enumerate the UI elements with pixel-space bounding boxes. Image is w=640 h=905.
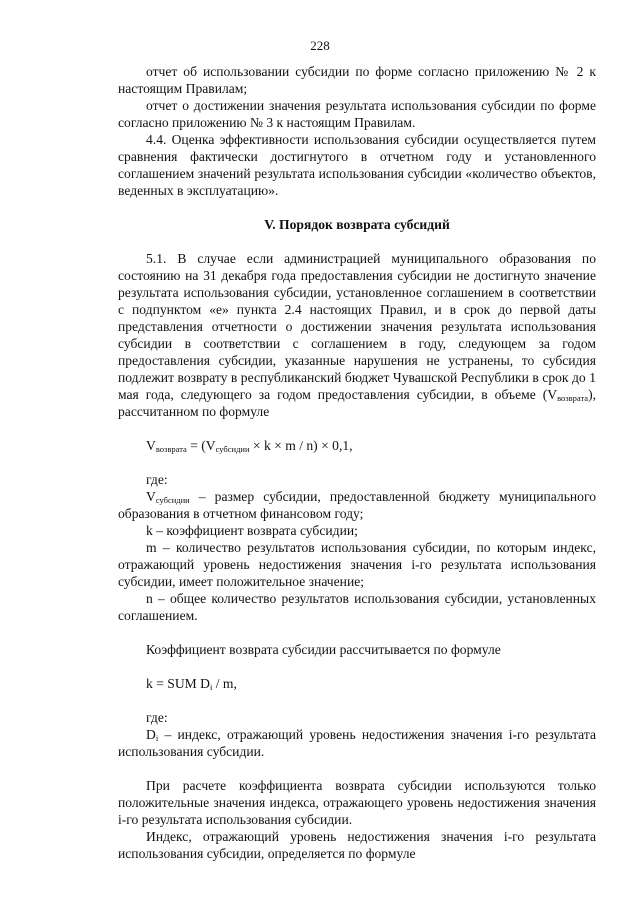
definition-v: V [146, 489, 156, 504]
definition-v-sub: субсидии [155, 495, 190, 505]
formula-v-vozvrata [146, 437, 596, 454]
formula-k-post: / m, [212, 676, 237, 691]
definition-d: D [146, 727, 156, 742]
where-label-2: где: [146, 710, 168, 725]
definition-d-i [118, 726, 596, 760]
paragraph-index-formula: Индекс, отражающий уровень недостижения значения i-го результата использования субсидии, определяется по формуле [118, 829, 596, 861]
formula-eq: = (V [186, 438, 216, 453]
formula-v-sub: возврата [155, 444, 187, 454]
formula-rest: × k × m / n) × 0,1, [249, 438, 353, 453]
formula-v: V [146, 438, 156, 453]
definition-v-subsidii [118, 488, 596, 522]
definition-d-text: – индекс, отражающий уровень недостижения значения i-го результата использования субсидии. [118, 727, 596, 759]
page-number: 228 [310, 38, 330, 53]
paragraph-coefficient: Коэффициент возврата субсидии рассчитывается по формуле [146, 642, 501, 657]
subscript-vozvrata: возврата [557, 393, 589, 403]
definition-n: n – общее количество результатов использования субсидии, установленных соглашением. [118, 591, 596, 623]
where-label-1: где: [146, 472, 168, 487]
formula-k-pre: k = SUM D [146, 676, 210, 691]
paragraph-5-1-tail: ), рассчитанном по формуле [118, 387, 596, 419]
definition-k: k – коэффициент возврата субсидии; [146, 523, 358, 538]
document-body [118, 0, 596, 862]
definition-m: m – количество результатов использования субсидии, по которым индекс, отражающий уровень недостижения значения i-го результата использования субсидии, имеет положительное значение; [118, 540, 596, 589]
section-heading: V. Порядок возврата субсидий [264, 217, 450, 232]
formula-k-sub: i [209, 682, 213, 692]
paragraph-report-usage: отчет об использовании субсидии по форме согласно приложению № 2 к настоящим Правилам; [118, 64, 596, 96]
definition-v-text: – размер субсидии, предоставленной бюджету муниципального образования в отчетном финансовом году; [118, 489, 596, 521]
definition-d-sub: i [155, 733, 159, 743]
paragraph-4-4: 4.4. Оценка эффективности использования субсидии осуществляется путем сравнения фактически достигнутого в отчетном году и установленного соглашением значений результата использования субсидии «количество объектов, веденных в эксплуатацию». [118, 132, 596, 198]
formula-s-sub: субсидии [215, 444, 250, 454]
formula-k [146, 675, 596, 692]
paragraph-5-1 [118, 250, 596, 420]
paragraph-5-1-text: 5.1. В случае если администрацией муниципального образования по состоянию на 31 декабря года предоставления субсидии не достигнуто значение результата использования субсидии, установленное соглашением в соответствии с подпунктом «е» пункта 2.4 настоящих Правил, и в срок до первой даты представления отчетности о достижении значения результата использования субсидии в соответствии с соглашением в году, следующем за годом предоставления субсидии, указанные нарушения не устранены, то субсидия подлежит возврату в республиканский бюджет Чувашской Республики в срок до 1 мая года, следующего за годом предоставления субсидии, в объеме (V [118, 251, 596, 402]
paragraph-report-result: отчет о достижении значения результата использования субсидии по форме согласно приложению № 3 к настоящим Правилам. [118, 98, 596, 130]
paragraph-positive-values: При расчете коэффициента возврата субсидии используются только положительные значения индекса, отражающего уровень недостижения значения i-го результата использования субсидии. [118, 778, 596, 827]
